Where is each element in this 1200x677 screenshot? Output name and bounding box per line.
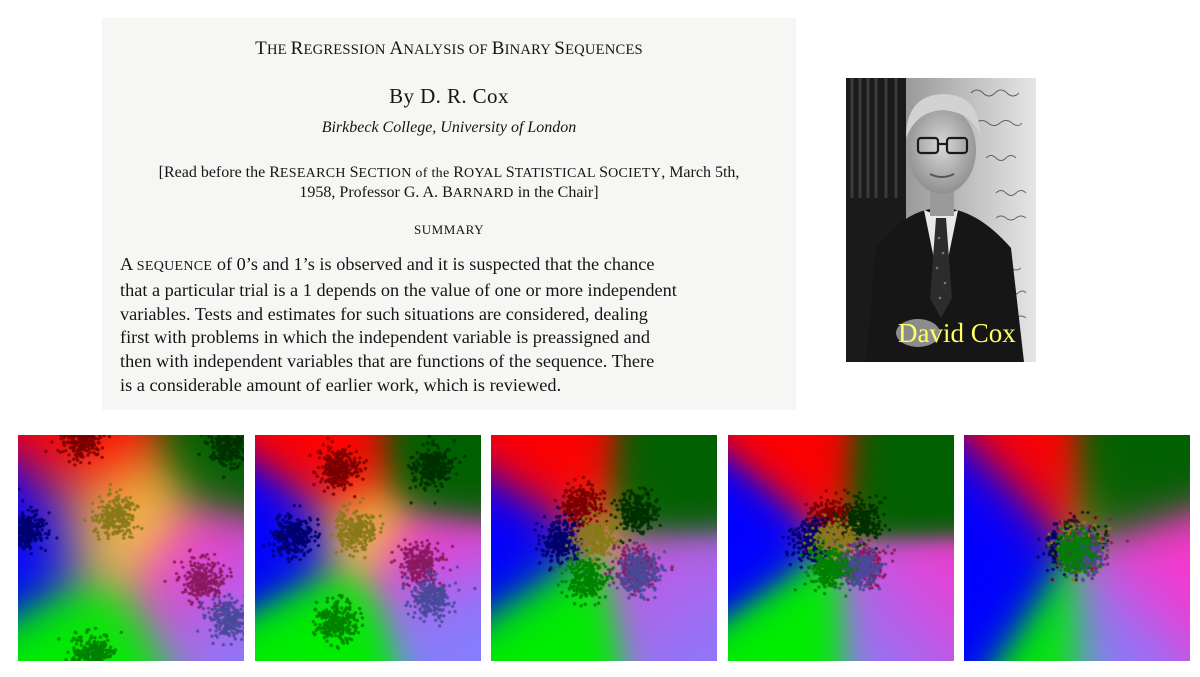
classification-plot-5: [964, 435, 1190, 661]
abstract-line: is a considerable amount of earlier work, which is reviewed.: [120, 374, 562, 395]
abstract-line: then with independent variables that are functions of the sequence. There: [120, 351, 655, 372]
abstract-line: variables. Tests and estimates for such situations are considered, dealing: [120, 303, 648, 324]
abstract-line: that a particular trial is a 1 depends on the value of one or more independent: [120, 279, 677, 300]
portrait-photo: [846, 78, 1036, 362]
classification-plot-4: [728, 435, 954, 661]
paper-excerpt: [102, 18, 796, 410]
paper-title: THE REGRESSION ANALYSIS OF BINARY SEQUENCES: [255, 38, 643, 59]
paper-abstract: [120, 253, 800, 398]
paper-read-note: [Read before the RESEARCH SECTION of the ROYAL STATISTICAL SOCIETY, March 5th, 1958, Professor G. A. BARNARD in the Chair]: [158, 164, 740, 201]
summary-heading: SUMMARY: [414, 222, 484, 237]
classification-plot-1: [18, 435, 244, 661]
decision-region-canvas: [728, 435, 954, 661]
decision-region-canvas: [964, 435, 1190, 661]
classification-plot-3: [491, 435, 717, 661]
paper-affiliation: Birkbeck College, University of London: [321, 119, 577, 136]
photo-caption: David Cox: [898, 318, 1016, 348]
decision-region-canvas: [18, 435, 244, 661]
decision-region-canvas: [255, 435, 481, 661]
classification-plot-2: [255, 435, 481, 661]
paper-byline: By D. R. Cox: [389, 84, 509, 108]
decision-region-canvas: [491, 435, 717, 661]
abstract-line: A SEQUENCE of 0’s and 1’s is observed and it is suspected that the chance: [120, 254, 655, 274]
abstract-line: first with problems in which the independent variable is preassigned and: [120, 327, 651, 348]
